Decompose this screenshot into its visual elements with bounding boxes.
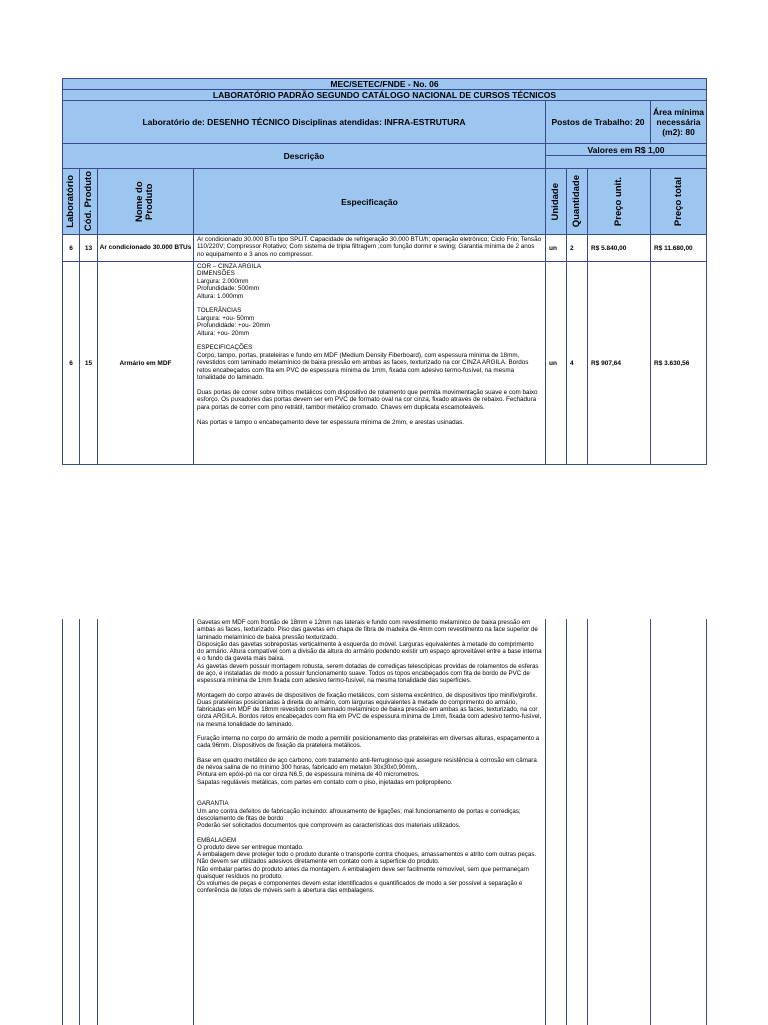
col-preco-unit: Preço unit. [587,168,651,235]
row1-qtd: 2 [566,234,588,262]
row2-spec: COR – CINZA ARGILA DIMENSÕES Largura: 2.000mm Profundidade: 500mm Altura: 1.000mm TOLERÂNCIAS Largura: +ou- 50mm Profundidade: +ou- 20mm Altura: +ou- 20mm ESPECIFICAÇÕES Corpo, tampo, portas, prateleiras e fundo em MDF (Medium Density Fiberboard), com espessura mínima de 18mm, revestidos com laminado melamínico de baixa pressão em ambas as faces, texturizado na cor CINZA ARGILA. Bordos retos encabeçados com fita em PVC de espessura mínima de 1mm, fixada com adesivo termo-fusível, na mesma tonalidade do laminado. Duas portas de correr sobre trilhos metálicos com dispositivo de rolamento que permita movimentação suave e com baixo esforço. Os puxadores das portas devem ser em PVC de formato oval na cor cinza, fixado através de rebaixo. Fechadura para portas de correr com pino retrátil, tambor metálico cromado. Chaves em duplicata escamoteáveis. Nas portas e tampo o encabeçamento deve ter espessura mínima de 2mm, e arestas usinadas. [193,261,546,465]
row1-nome: Ar condicionado 30.000 BTUs [97,234,194,262]
row1-cod: 13 [79,234,98,262]
row2-nome: Armário em MDF [97,261,194,465]
row2-unidade: un [545,261,567,465]
row1-preco-unit: R$ 5.840,00 [587,234,651,262]
area-minima: Área mínima necessária (m2): 80 [650,100,707,144]
cont-col-preco-unit [587,619,651,1025]
cont-col-preco-total [650,619,707,1025]
row2-cod: 15 [79,261,98,465]
row2-preco-total: R$ 3.630,56 [650,261,707,465]
row1-spec: Ar condicionado 30.000 BTu tipo SPLIT. Capacidade de refrigeração 30.000 BTU/h; operação eletrônico; Ciclo Frio; Tensão 110/220V; Compressor Rotativo; Com sistema de tripla filtragem ;com função dormir e swing; Garantia mínima de 2 anos no equipamento e 3 anos no compressor. [193,234,546,262]
postos-trabalho: Postos de Trabalho: 20 [545,100,651,144]
row1-preco-total: R$ 11.680,00 [650,234,707,262]
col-especificacao: Especificação [193,168,546,235]
lab-description: Laboratório de: DESENHO TÉCNICO Disciplinas atendidas: INFRA-ESTRUTURA [62,100,546,144]
col-nome-produto: Nome do Produto [97,168,194,235]
row1-unidade: un [545,234,567,262]
col-preco-total: Preço total [650,168,707,235]
catalog-table [62,78,707,465]
cont-col-cod [79,619,98,1025]
cont-col-qtd [566,619,588,1025]
col-laboratorio: Laboratório [62,168,80,235]
cont-col-nome [97,619,194,1025]
row2-preco-unit: R$ 907,64 [587,261,651,465]
valores-label: Valores em R$ 1,00 [545,143,707,156]
continuation-table [62,620,707,1024]
cont-col-lab [62,619,80,1025]
col-unidade: Unidade [545,168,567,235]
row1-lab: 6 [62,234,80,262]
valores-spacer [545,155,707,169]
col-cod-produto: Cód. Produto [79,168,98,235]
cont-col-unidade [545,619,567,1025]
descricao-label: Descrição [62,143,546,169]
row2-qtd: 4 [566,261,588,465]
cont-spec-text: Gavetas em MDF com frontão de 18mm e 12mm nas laterais e fundo com revestimento melamínico de baixa pressão em ambas as faces, texturizado. Piso das gavetas em chapa de fibra de madeira de 4mm com revestimento na face superior de laminado melamínico de baixa pressão texturizado. Disposição das gavetas sobrepostas verticalmente à esquerda do móvel. Larguras equivalentes à metade do comprimento do armário. Altura compatível com a divisão da altura do armário podendo existir um espaço aproveitável entre a base interna e o fundo da gaveta mais baixa. As gavetas devem possuir montagem robusta, serem dotadas de corrediças telescópicas providas de rolamentos de esferas de aço, e instaladas de modo a possuir funcionamento suave. Todos os topos encabeçados com fita de bordo de PVC de espessura mínima de 1mm fixada com adesivo termo-fusível, na mesma tonalidade das superfícies. Montagem do corpo através de dispositivos de fixação metálicos, com sistema excêntrico, de dispositivos tipo minifix/girofix. Duas prateleiras posicionadas à direita do armário, com larguras equivalentes à metade do comprimento do armário, fabricadas em MDF de 18mm revestido com laminado melamínico de baixa pressão em ambas as faces, texturizado, na cor cinza ARGILA. Bordos retos encabeçados com fita em PVC de espessura mínima de 1mm, fixada com adesivo termo-fusível, na mesma tonalidade do laminado. Furação interna no corpo do armário de modo a permitir posicionamento das prateleiras em diversas alturas, espaçamento a cada 96mm. Dispositivos de fixação da prateleira metálicos. Base em quadro metálico de aço carbono, com tratamento anti-ferruginoso que assegure resistência à corrosão em câmara de névoa salina de no mínimo 300 horas, fabricado em metalon 30x30x0,90mm,. Pintura em epóxi-pó na cor cinza N6,5, de espessura mínima de 40 micrometros. Sapatas reguláveis metálicas, com partes em contato com o piso, injetadas em polipropileno. GARANTIA Um ano contra defeitos de fabricação incluindo: afrouxamento de ligações; mal funcionamento de portas e corrediças; descolamento de fitas de bordo Poderão ser solicitados documentos que comprovem as características dos materiais utilizados. EMBALAGEM O produto deve ser entregue montado. A embalagem deve proteger todo o produto durante o transporte contra choques, amassamentos e atrito com outras peças. Não devem ser utilizados adesivos diretamente em contato com a superfície do produto. Não embalar partes do produto antes da montagem. A embalagem deve ser facilmente removível, sem que permaneçam quaisquer resíduos no produto. Os volumes de peças e componentes devem estar identificados e quantificados de modo a ser possível a separação e conferência de lotes de móveis sem a abertura das embalagens. [193,619,546,1025]
row2-lab: 6 [62,261,80,465]
header-line1: MEC/SETEC/FNDE - No. 06 [62,78,707,90]
col-quantidade: Quantidade [566,168,588,235]
header-line2: LABORATÓRIO PADRÃO SEGUNDO CATÁLOGO NACIONAL DE CURSOS TÉCNICOS [62,89,707,101]
